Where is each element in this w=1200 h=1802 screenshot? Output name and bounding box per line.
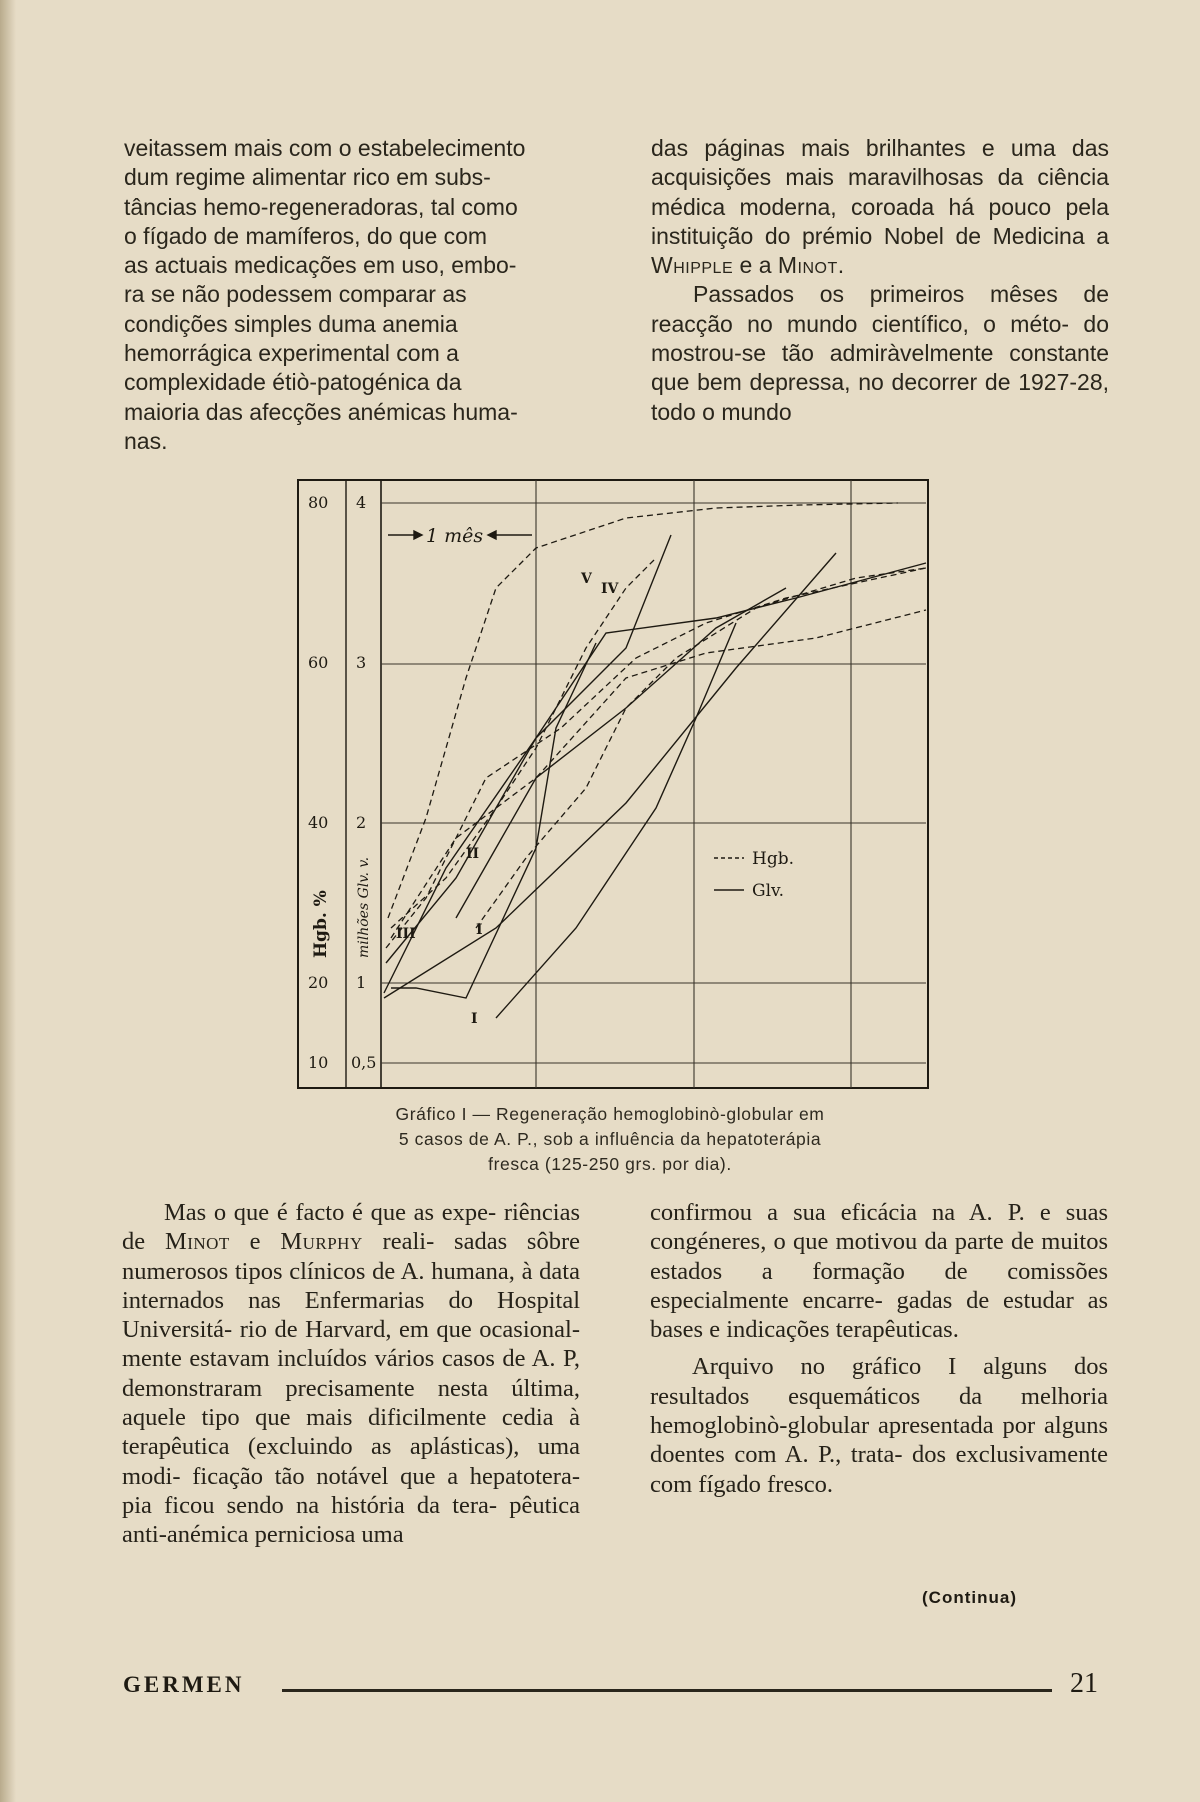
text-line: nas. <box>124 427 168 454</box>
column-top-right <box>651 134 1109 427</box>
tick-label: 4 <box>356 493 367 512</box>
footer-rule <box>282 1689 1052 1692</box>
column-bottom-right <box>650 1198 1108 1499</box>
glv-line <box>391 643 596 998</box>
series-marker: I <box>471 1011 478 1027</box>
regeneration-chart <box>296 478 931 1091</box>
journal-name: GERMEN <box>123 1672 245 1697</box>
text-line: tâncias hemo-regeneradoras, tal como <box>124 193 518 220</box>
text-line: as actuais medicações em uso, embo- <box>124 252 517 279</box>
page-edge <box>0 0 16 1802</box>
glv-line <box>384 553 836 998</box>
paragraph: Passados os primeiros mêses de reacção no mundo científico, o méto- do mostrou-se tão admiràvelmente constante que bem depressa, no decorrer de 1927-28, todo o mundo <box>651 281 1109 425</box>
figure-caption <box>330 1102 890 1177</box>
tick-label: 3 <box>356 653 367 672</box>
glv-line <box>386 563 926 963</box>
tick-label: 60 <box>308 653 329 672</box>
hgb-series <box>386 503 926 948</box>
continued-label: (Continua) <box>922 1588 1017 1607</box>
left-axis-ticks <box>308 493 328 1072</box>
series-marker: I <box>476 922 483 938</box>
author-name: Minot <box>777 252 838 279</box>
tick-label: 1 <box>356 973 367 992</box>
tick-label: 40 <box>308 813 329 832</box>
hgb-line <box>391 610 926 938</box>
author-name: Whipple <box>651 252 734 279</box>
glv-series <box>384 535 926 1018</box>
series-marker: V <box>581 571 592 587</box>
paragraph <box>122 1198 580 1550</box>
caption-line: Gráfico I — Regeneração hemoglobinò-globular em <box>395 1104 825 1124</box>
caption-line: 5 casos de A. P., sob a influência da hepatoterápia <box>398 1129 822 1149</box>
author-name: Minot <box>164 1228 230 1256</box>
glv-line <box>496 623 736 1018</box>
paragraph-text: Mas o que é facto é que as expe- riências de <box>122 1199 580 1256</box>
column-bottom-left <box>122 1198 580 1550</box>
text-line: condições simples duma anemia <box>124 310 458 337</box>
one-month-label: 1 mês <box>426 525 484 547</box>
text-line: ra se não podessem comparar as <box>124 281 467 308</box>
text-line: maioria das afecções anémicas huma- <box>124 398 518 425</box>
chart-frame <box>298 480 928 1088</box>
paragraph <box>651 134 1109 280</box>
caption-line: fresca (125-250 grs. por dia). <box>488 1154 732 1174</box>
legend-label-glv: Glv. <box>752 881 785 901</box>
text-line: complexidade étiò-patogénica da <box>124 369 462 396</box>
paragraph-text: das páginas mais brilhantes e uma das acquisições mais maravilhosas da ciência médica moderna, coroada há pouco pela instituição do prémio Nobel de Medicina a <box>651 135 1109 249</box>
hgb-line <box>386 568 926 948</box>
hgb-line <box>391 558 656 928</box>
paragraph-text: e a <box>733 252 778 279</box>
ylabel-gv: milhões Glv. v. <box>356 856 372 958</box>
page-number: 21 <box>1070 1668 1098 1699</box>
glv-line <box>384 535 671 993</box>
tick-label: 10 <box>308 1053 329 1072</box>
chart-legend <box>714 849 794 901</box>
legend-label-hgb: Hgb. <box>752 849 794 869</box>
text-line: hemorrágica experimental com a <box>124 340 459 367</box>
series-marker: IV <box>601 581 619 597</box>
glv-line <box>456 588 786 918</box>
paragraph: confirmou a sua eficácia na A. P. e suas congéneres, o que motivou da parte de muitos estados a formação de comissões especialmente encarre- gadas de estudar as bases e indicações terapêuticas. <box>650 1199 1108 1344</box>
paragraph: Arquivo no gráfico I alguns dos resultados esquemáticos da melhoria hemoglobinò-globular apresentada por alguns doentes com A. P., trata- dos exclusivamente com fígado fresco. <box>650 1353 1108 1498</box>
tick-label: 2 <box>356 813 367 832</box>
second-axis-ticks <box>351 493 376 1072</box>
paragraph-text: e <box>229 1228 281 1256</box>
series-marker: III <box>396 926 416 942</box>
ylabel-hgb: Hgb. % <box>311 890 331 958</box>
paragraph-text: reali- sadas sôbre numerosos tipos clínicos de A. humana, à data internados nas Enfermarias do Hospital Universitá- rio de Harvard, em que ocasional- mente estavam incluídos vários casos de A. P, demonstraram precisamente nesta última, aquele tipo que mais dificilmente cedia à terapêutica (excluindo as aplásticas), uma modi- ficação tão notável que a hepatotera- pia ficou sendo na história da tera- pêutica anti-anémica perniciosa uma <box>122 1228 580 1549</box>
paragraph-text: . <box>837 252 845 279</box>
tick-label: 80 <box>308 493 329 512</box>
tick-label: 20 <box>308 973 329 992</box>
series-marker: II <box>466 846 480 862</box>
column-top-left <box>124 134 582 456</box>
text-line: dum regime alimentar rico em subs- <box>124 164 491 191</box>
text-line: veitassem mais com o estabelecimento <box>124 135 526 161</box>
hgb-line <box>388 503 898 918</box>
author-name: Murphy <box>280 1228 363 1256</box>
hgb-line <box>476 568 926 928</box>
tick-label: 0,5 <box>351 1053 377 1072</box>
text-line: o fígado de mamíferos, do que com <box>124 222 488 249</box>
